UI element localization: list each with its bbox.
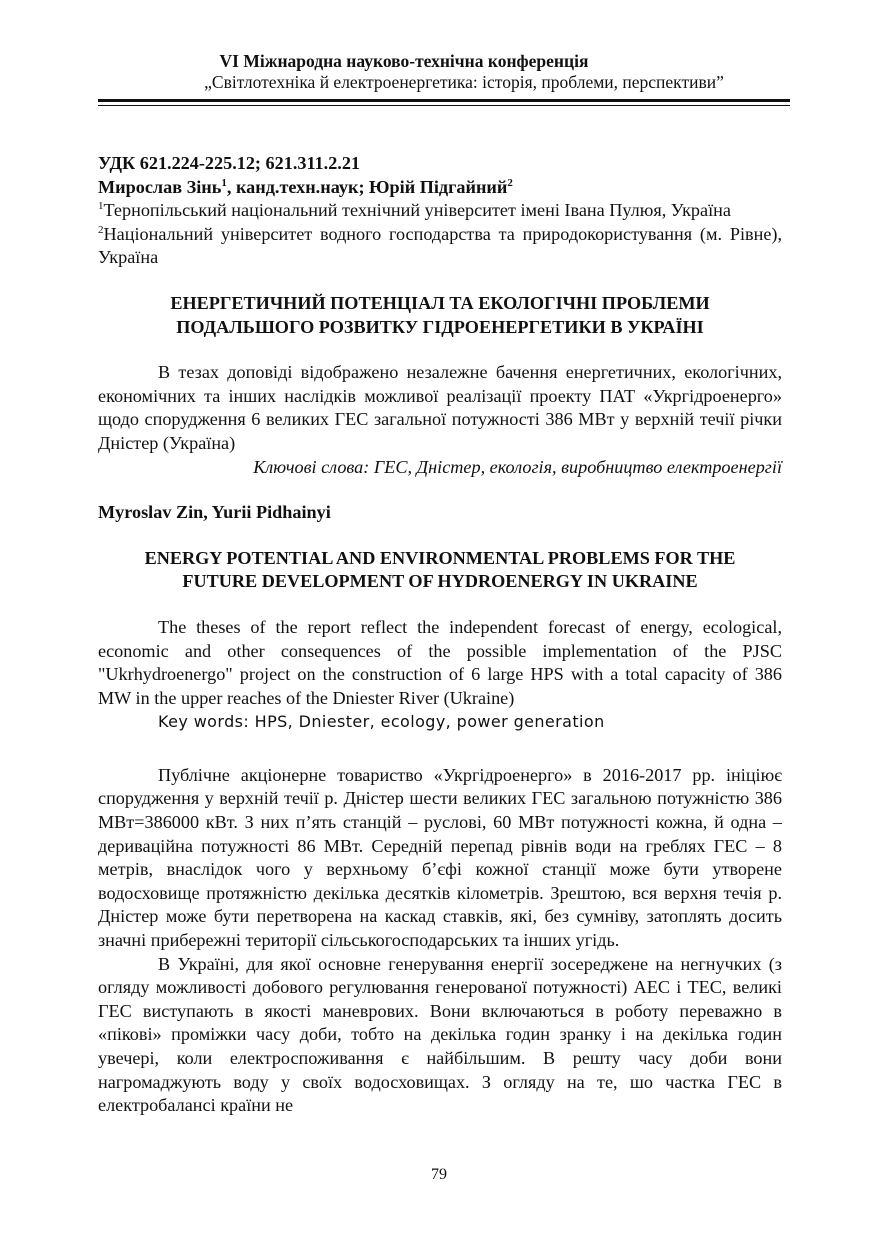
title-ua [98,292,782,339]
conference-header [98,51,790,93]
article-body [98,152,782,1118]
affiliation-1 [98,199,782,223]
affiliation-1-sup: 1 [98,200,104,213]
keywords-en: Key words: HPS, Dniester, ecology, power generation [158,712,605,732]
page-number: 79 [431,1166,447,1183]
author2-sup: 2 [507,176,513,189]
body-paragraph-1: Публічне акціонерне товариство «Укргідроенерго» в 2016-2017 рр. ініціює спорудження у верхній течії р. Дністер шести великих ГЕС загальною потужністю 386 МВт=386000 кВт. З них п’ять станцій – руслові, 60 МВт потужності кожна, й одна – дериваційна потужності 86 МВт. Середній перепад рівнів води на греблях ГЕС – 8 метрів, внаслідок чого у верхньому б’єфі кожної станції може бути утворене водосховище протяжністю декілька десятків кілометрів. Зрештою, вся верхня течія р. Дністер може бути перетворена на каскад ставків, які, без сумніву, затоплять досить значні прибережні території сільськогосподарських та інших угідь. [98,764,782,951]
title-en [98,547,782,594]
conference-subtitle: „Світлотехніка й електроенергетика: історія, проблеми, перспективи” [204,72,724,92]
authors-en: Myroslav Zin, Yurii Pidhainyi [98,502,331,523]
udk-code: УДК 621.224-225.12; 621.311.2.21 [98,153,361,173]
affiliation-2-text: Національний університет водного господарства та природокористування (м. Рівне), Україна [98,223,782,268]
author1-sup: 1 [221,176,227,189]
title-ua-line2: ПОДАЛЬШОГО РОЗВИТКУ ГІДРОЕНЕРГЕТИКИ В УКРАЇНІ [176,316,704,337]
affiliation-2 [98,223,782,270]
affiliation-1-text: Тернопільський національний технічний університет імені Івана Пулюя, Україна [103,200,731,221]
affiliation-2-sup: 2 [98,223,104,236]
author-degree-and-author2: , канд.техн.наук; Юрій Підгайний [226,176,508,197]
header-rule-thin [98,105,790,106]
keywords-ua: Ключові слова: ГЕС, Дністер, екологія, виробництво електроенергії [253,456,782,477]
author1-name: Мирослав Зінь [98,176,222,197]
title-ua-line1: ЕНЕРГЕТИЧНИЙ ПОТЕНЦІАЛ ТА ЕКОЛОГІЧНІ ПРОБЛЕМИ [170,292,710,313]
title-en-line2: FUTURE DEVELOPMENT OF HYDROENERGY IN UKRAINE [182,571,698,592]
abstract-ua: В тезах доповіді відображено незалежне бачення енергетичних, екологічних, економічних та інших наслідків можливої реалізації проекту ПАТ «Укргідроенерго» щодо спорудження 6 великих ГЕС загальної потужності 386 МВт у верхній течії річки Дністер (Україна) [98,362,782,453]
abstract-en: The theses of the report reflect the independent forecast of energy, ecological, economic and other consequences of the possible implementation of the PJSC "Ukrhydroenergo" project on the construction of 6 large HPS with a total capacity of 386 MW in the upper reaches of the Dniester River (Ukraine) [98,616,782,708]
body-paragraph-2: В Україні, для якої основне генерування енергії зосереджене на негнучких (з огляду можливості добового регулювання генерованої потужності) АЕС і ТЕС, великі ГЕС виступають в якості маневрових. Вони включаються в роботу переважно в «пікові» проміжки часу доби, тобто на декілька годин зранку і на декілька годин увечері, коли електроспоживання є найбільшим. В решту часу доби вони нагромаджують воду у своїх водосховищах. З огляду на те, шо частка ГЕС в електробалансі країни не [98,953,782,1116]
conference-title: VI Міжнародна науково-технічна конференція [219,51,589,71]
title-en-line1: ENERGY POTENTIAL AND ENVIRONMENTAL PROBLEMS FOR THE [144,547,736,568]
authors-ua [98,176,782,200]
header-rule-thick [98,99,790,102]
